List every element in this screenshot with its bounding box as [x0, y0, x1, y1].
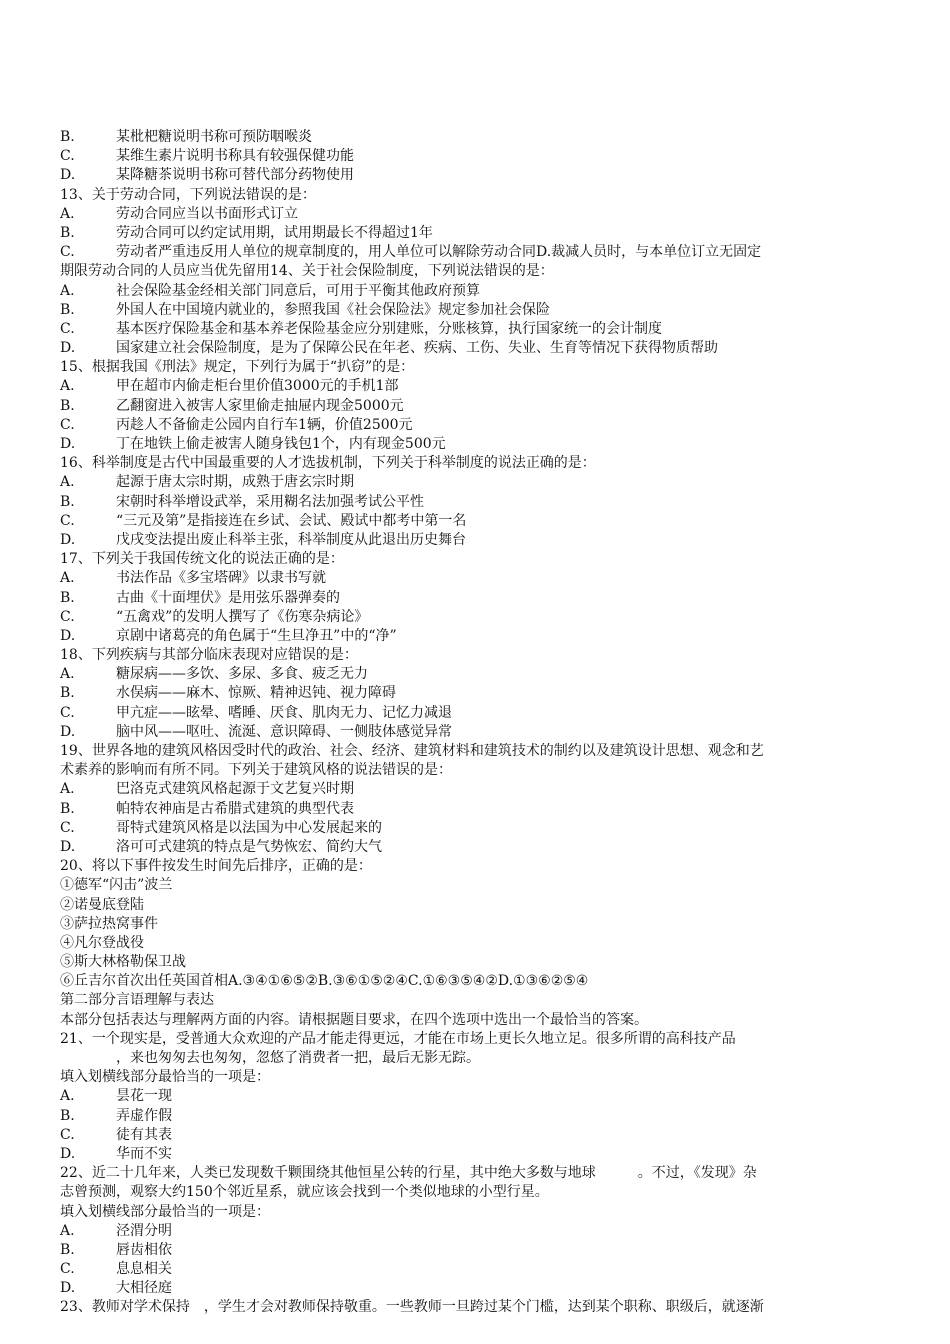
option-letter: A. [60, 205, 75, 222]
text-line: 16、科举制度是古代中国最重要的人才选拔机制，下列关于科举制度的说法正确的是： [60, 455, 596, 472]
option-text: 某降糖茶说明书称可替代部分药物使用 [116, 167, 354, 184]
option-letter: C. [60, 704, 75, 721]
option-letter: D. [60, 723, 76, 740]
option-text: 水俣病——麻木、惊厥、精神迟钝、视力障碍 [116, 685, 396, 702]
text-line: 术素养的影响而有所不同。下列关于建筑风格的说法错误的是： [60, 762, 452, 779]
option-letter: A. [60, 378, 75, 395]
option-text: 古曲《十面埋伏》是用弦乐器弹奏的 [116, 589, 340, 606]
option-line [60, 723, 900, 742]
option-text: 起源于唐太宗时期，成熟于唐玄宗时期 [116, 474, 354, 491]
text-line: 填入划横线部分最恰当的一项是： [60, 1203, 270, 1220]
option-line [60, 684, 900, 703]
option-text: 息息相关 [116, 1261, 172, 1278]
option-line [60, 819, 900, 838]
text-line: ①德军“闪击”波兰 [60, 877, 173, 894]
option-text: 某维生素片说明书称具有较强保健功能 [116, 148, 354, 165]
option-line [60, 665, 900, 684]
text-line: 17、下列关于我国传统文化的说法正确的是： [60, 551, 344, 568]
option-line [60, 224, 900, 243]
text-line: ③萨拉热窝事件 [60, 915, 158, 932]
option-line [60, 377, 900, 396]
text-line: 22、近二十几年来，人类已发现数千颗围绕其他恒星公转的行星，其中绝大多数与地球 。不过，《发现》杂 [60, 1165, 757, 1182]
option-line [60, 147, 900, 166]
option-line [60, 243, 900, 262]
text-line: 20、将以下事件按发生时间先后排序，正确的是： [60, 858, 372, 875]
text-line: ④凡尔登战役 [60, 934, 144, 951]
option-line [60, 493, 900, 512]
option-letter: B. [60, 1241, 75, 1258]
option-line [60, 320, 900, 339]
option-letter: A. [60, 1088, 75, 1105]
option-text: 宋朝时科举增设武举，采用糊名法加强考试公平性 [116, 493, 424, 510]
text-line: 18、下列疾病与其部分临床表现对应错误的是： [60, 647, 358, 664]
option-letter: B. [60, 800, 75, 817]
text-line: 志曾预测，观察大约150个邻近星系，就应该会找到一个类似地球的小型行星。 [60, 1184, 549, 1201]
text-line: 第二部分言语理解与表达 [60, 992, 214, 1009]
option-letter: C. [60, 1126, 75, 1143]
option-text: 华而不实 [116, 1145, 172, 1162]
option-letter: B. [60, 397, 75, 414]
option-line [60, 339, 900, 358]
option-text: 劳动合同可以约定试用期，试用期最长不得超过1年 [116, 224, 433, 241]
option-letter: B. [60, 129, 75, 145]
option-letter: A. [60, 282, 75, 299]
option-line [60, 166, 900, 185]
option-line [60, 1126, 900, 1145]
option-text: 糖尿病——多饮、多尿、多食、疲乏无力 [116, 666, 368, 683]
option-line [60, 435, 900, 454]
text-line: 15、根据我国《刑法》规定，下列行为属于“扒窃”的是： [60, 359, 415, 376]
option-letter: B. [60, 493, 75, 510]
option-text: 京剧中诸葛亮的角色属于“生旦净丑”中的“净” [116, 627, 397, 644]
option-text: “五禽戏”的发明人撰写了《伤寒杂病论》 [116, 608, 369, 625]
option-text: 劳动合同应当以书面形式订立 [116, 205, 298, 222]
option-text: 基本医疗保险基金和基本养老保险基金应分别建账，分账核算，执行国家统一的会计制度 [116, 320, 662, 337]
option-text: 帕特农神庙是古希腊式建筑的典型代表 [116, 800, 354, 817]
text-line: 19、世界各地的建筑风格因受时代的政治、社会、经济、建筑材料和建筑技术的制约以及建筑设计思想、观念和艺 [60, 743, 764, 759]
option-letter: D. [60, 627, 76, 644]
option-line [60, 1279, 900, 1298]
option-letter: D. [60, 838, 76, 855]
text-line: 23、教师对学术保持 ，学生才会对教师保持敬重。一些教师一旦跨过某个门槛，达到某个职称、职级后，就逐渐 [60, 1299, 764, 1316]
option-text: 丙趁人不备偷走公园内自行车1辆，价值2500元 [116, 416, 413, 433]
option-line [60, 1107, 900, 1126]
option-letter: A. [60, 1222, 75, 1239]
option-text: 外国人在中国境内就业的，参照我国《社会保险法》规定参加社会保险 [116, 301, 550, 318]
option-letter: B. [60, 224, 75, 241]
text-line: 期限劳动合同的人员应当优先留用14、关于社会保险制度，下列说法错误的是： [60, 263, 554, 280]
option-text: 劳动者严重违反用人单位的规章制度的，用人单位可以解除劳动合同D.裁减人员时，与本单位订立无固定 [116, 244, 762, 261]
option-text: 国家建立社会保险制度，是为了保障公民在年老、疾病、工伤、失业、生育等情况下获得物质帮助 [116, 340, 718, 357]
text-line: ⑥丘吉尔首次出任英国首相A.③④①⑥⑤②B.③⑥①⑤②④C.①⑥③⑤④②D.①③⑥②⑤④ [60, 973, 589, 990]
option-line [60, 627, 900, 646]
option-line [60, 1222, 900, 1241]
option-text: 大相径庭 [116, 1280, 172, 1297]
option-letter: B. [60, 589, 75, 606]
option-letter: D. [60, 1145, 76, 1162]
option-letter: C. [60, 320, 75, 337]
option-letter: C. [60, 148, 75, 165]
option-text: 洛可可式建筑的特点是气势恢宏、简约大气 [116, 838, 382, 855]
text-line: ②诺曼底登陆 [60, 896, 144, 913]
option-letter: C. [60, 244, 75, 261]
option-line [60, 128, 900, 147]
option-text: 巴洛克式建筑风格起源于文艺复兴时期 [116, 781, 354, 798]
option-line [60, 1087, 900, 1106]
option-letter: A. [60, 474, 75, 491]
option-line [60, 589, 900, 608]
option-letter: A. [60, 781, 75, 798]
text-line: ⑤斯大林格勒保卫战 [60, 954, 186, 971]
option-text: 乙翻窗进入被害人家里偷走抽屉内现金5000元 [116, 397, 404, 414]
option-text: 脑中风——呕吐、流涎、意识障碍、一侧肢体感觉异常 [116, 723, 452, 740]
option-line [60, 1241, 900, 1260]
option-text: 书法作品《多宝塔碑》以隶书写就 [116, 570, 326, 587]
option-letter: B. [60, 301, 75, 318]
option-letter: A. [60, 570, 75, 587]
option-line [60, 416, 900, 435]
option-line [60, 531, 900, 550]
exam-content [60, 128, 900, 1318]
option-line [60, 512, 900, 531]
option-text: 丁在地铁上偷走被害人随身钱包1个，内有现金500元 [116, 436, 446, 452]
option-letter: B. [60, 685, 75, 702]
option-text: 泾渭分明 [116, 1222, 172, 1239]
option-text: 徒有其表 [116, 1126, 172, 1143]
option-text: “三元及第”是指接连在乡试、会试、殿试中都考中第一名 [116, 512, 467, 529]
option-letter: D. [60, 531, 76, 548]
text-line: 本部分包括表达与理解两方面的内容。请根据题目要求，在四个选项中选出一个最恰当的答案。 [60, 1011, 648, 1028]
text-line: 13、关于劳动合同，下列说法错误的是： [60, 186, 316, 203]
option-line [60, 704, 900, 723]
option-text: 戊戌变法提出废止科举主张，科举制度从此退出历史舞台 [116, 531, 466, 548]
option-text: 弄虚作假 [116, 1107, 172, 1124]
option-line [60, 569, 900, 588]
option-letter: D. [60, 167, 76, 184]
option-line [60, 800, 900, 819]
option-letter: C. [60, 819, 75, 836]
option-line [60, 608, 900, 627]
option-text: 某枇杷糖说明书称可预防咽喉炎 [116, 129, 312, 145]
option-text: 唇齿相依 [116, 1241, 172, 1258]
option-line [60, 205, 900, 224]
option-line [60, 1260, 900, 1279]
option-letter: C. [60, 512, 75, 529]
option-line [60, 282, 900, 301]
option-line [60, 838, 900, 857]
option-letter: D. [60, 436, 76, 452]
option-letter: D. [60, 1280, 76, 1297]
option-letter: A. [60, 666, 75, 683]
option-line [60, 397, 900, 416]
option-line [60, 1145, 900, 1164]
text-line: 21、一个现实是，受普通大众欢迎的产品才能走得更远，才能在市场上更长久地立足。很多所谓的高科技产品 [60, 1030, 736, 1047]
option-line [60, 301, 900, 320]
option-text: 甲在超市内偷走柜台里价值3000元的手机1部 [116, 378, 399, 395]
option-text: 社会保险基金经相关部门同意后，可用于平衡其他政府预算 [116, 282, 480, 299]
indented-text-line: ，来也匆匆去也匆匆，忽悠了消费者一把，最后无影无踪。 [116, 1050, 480, 1066]
option-line [60, 780, 900, 799]
option-line [60, 473, 900, 492]
option-text: 昙花一现 [116, 1088, 172, 1105]
option-letter: D. [60, 340, 76, 357]
option-letter: B. [60, 1107, 75, 1124]
option-letter: C. [60, 1261, 75, 1278]
option-letter: C. [60, 608, 75, 625]
option-letter: C. [60, 416, 75, 433]
option-text: 哥特式建筑风格是以法国为中心发展起来的 [116, 819, 382, 836]
text-line: 填入划横线部分最恰当的一项是： [60, 1069, 270, 1086]
option-text: 甲亢症——眩晕、嗜睡、厌食、肌肉无力、记忆力减退 [116, 704, 452, 721]
